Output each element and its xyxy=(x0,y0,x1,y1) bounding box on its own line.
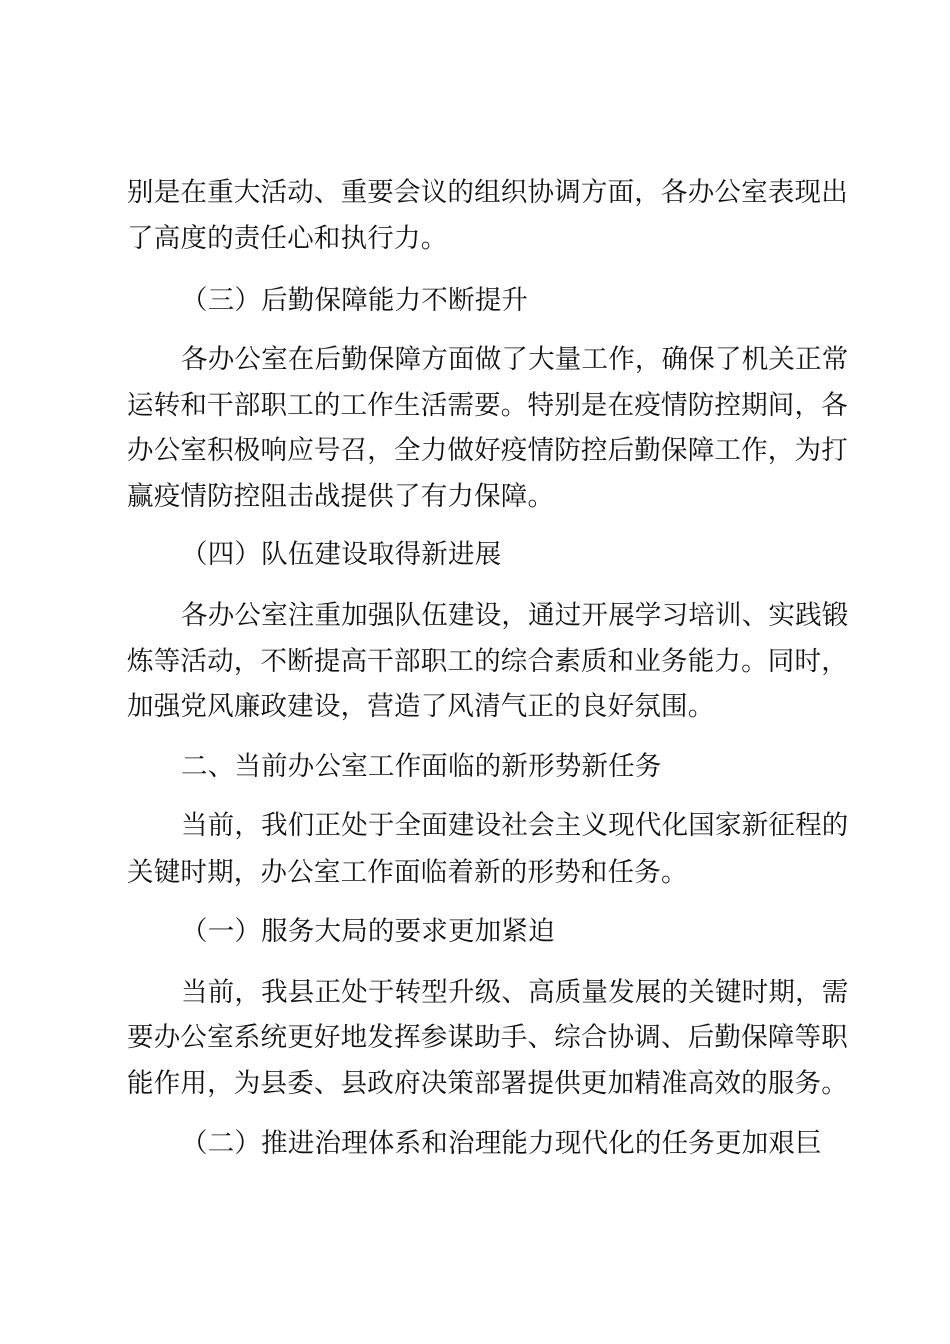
paragraph-line: 关键时期，办公室工作面临着新的形势和任务。 xyxy=(127,857,688,888)
paragraph-line: 赢疫情防控阻击战提供了有力保障。 xyxy=(127,481,555,512)
paragraph-line: 当前，我们正处于全面建设社会主义现代化国家新征程的 xyxy=(181,810,849,841)
paragraph-line: 要办公室系统更好地发挥参谋助手、综合协调、后勤保障等职 xyxy=(127,1022,848,1053)
paragraph-line: 各办公室在后勤保障方面做了大量工作，确保了机关正常 xyxy=(181,344,849,375)
section-heading: （一）服务大局的要求更加紧迫 xyxy=(181,916,555,947)
paragraph-line: 别是在重大活动、重要会议的组织协调方面，各办公室表现出 xyxy=(127,177,848,208)
section-heading: （二）推进治理体系和治理能力现代化的任务更加艰巨 xyxy=(181,1128,822,1159)
paragraph-line: 当前，我县正处于转型升级、高质量发展的关键时期，需 xyxy=(181,977,849,1008)
paragraph-line: 了高度的责任心和执行力。 xyxy=(127,223,448,254)
section-heading: （三）后勤保障能力不断提升 xyxy=(181,285,529,316)
paragraph-line: 运转和干部职工的工作生活需要。特别是在疫情防控期间，各 xyxy=(127,390,848,421)
section-heading: （四）队伍建设取得新进展 xyxy=(181,539,502,570)
paragraph-line: 能作用，为县委、县政府决策部署提供更加精准高效的服务。 xyxy=(127,1068,848,1099)
paragraph-line: 各办公室注重加强队伍建设，通过开展学习培训、实践锻 xyxy=(181,600,849,631)
paragraph-line: 炼等活动，不断提高干部职工的综合素质和业务能力。同时， xyxy=(127,646,848,677)
paragraph-line: 加强党风廉政建设，营造了风清气正的良好氛围。 xyxy=(127,691,715,722)
paragraph-line: 办公室积极响应号召，全力做好疫情防控后勤保障工作，为打 xyxy=(127,435,848,466)
section-heading: 二、当前办公室工作面临的新形势新任务 xyxy=(181,751,662,782)
